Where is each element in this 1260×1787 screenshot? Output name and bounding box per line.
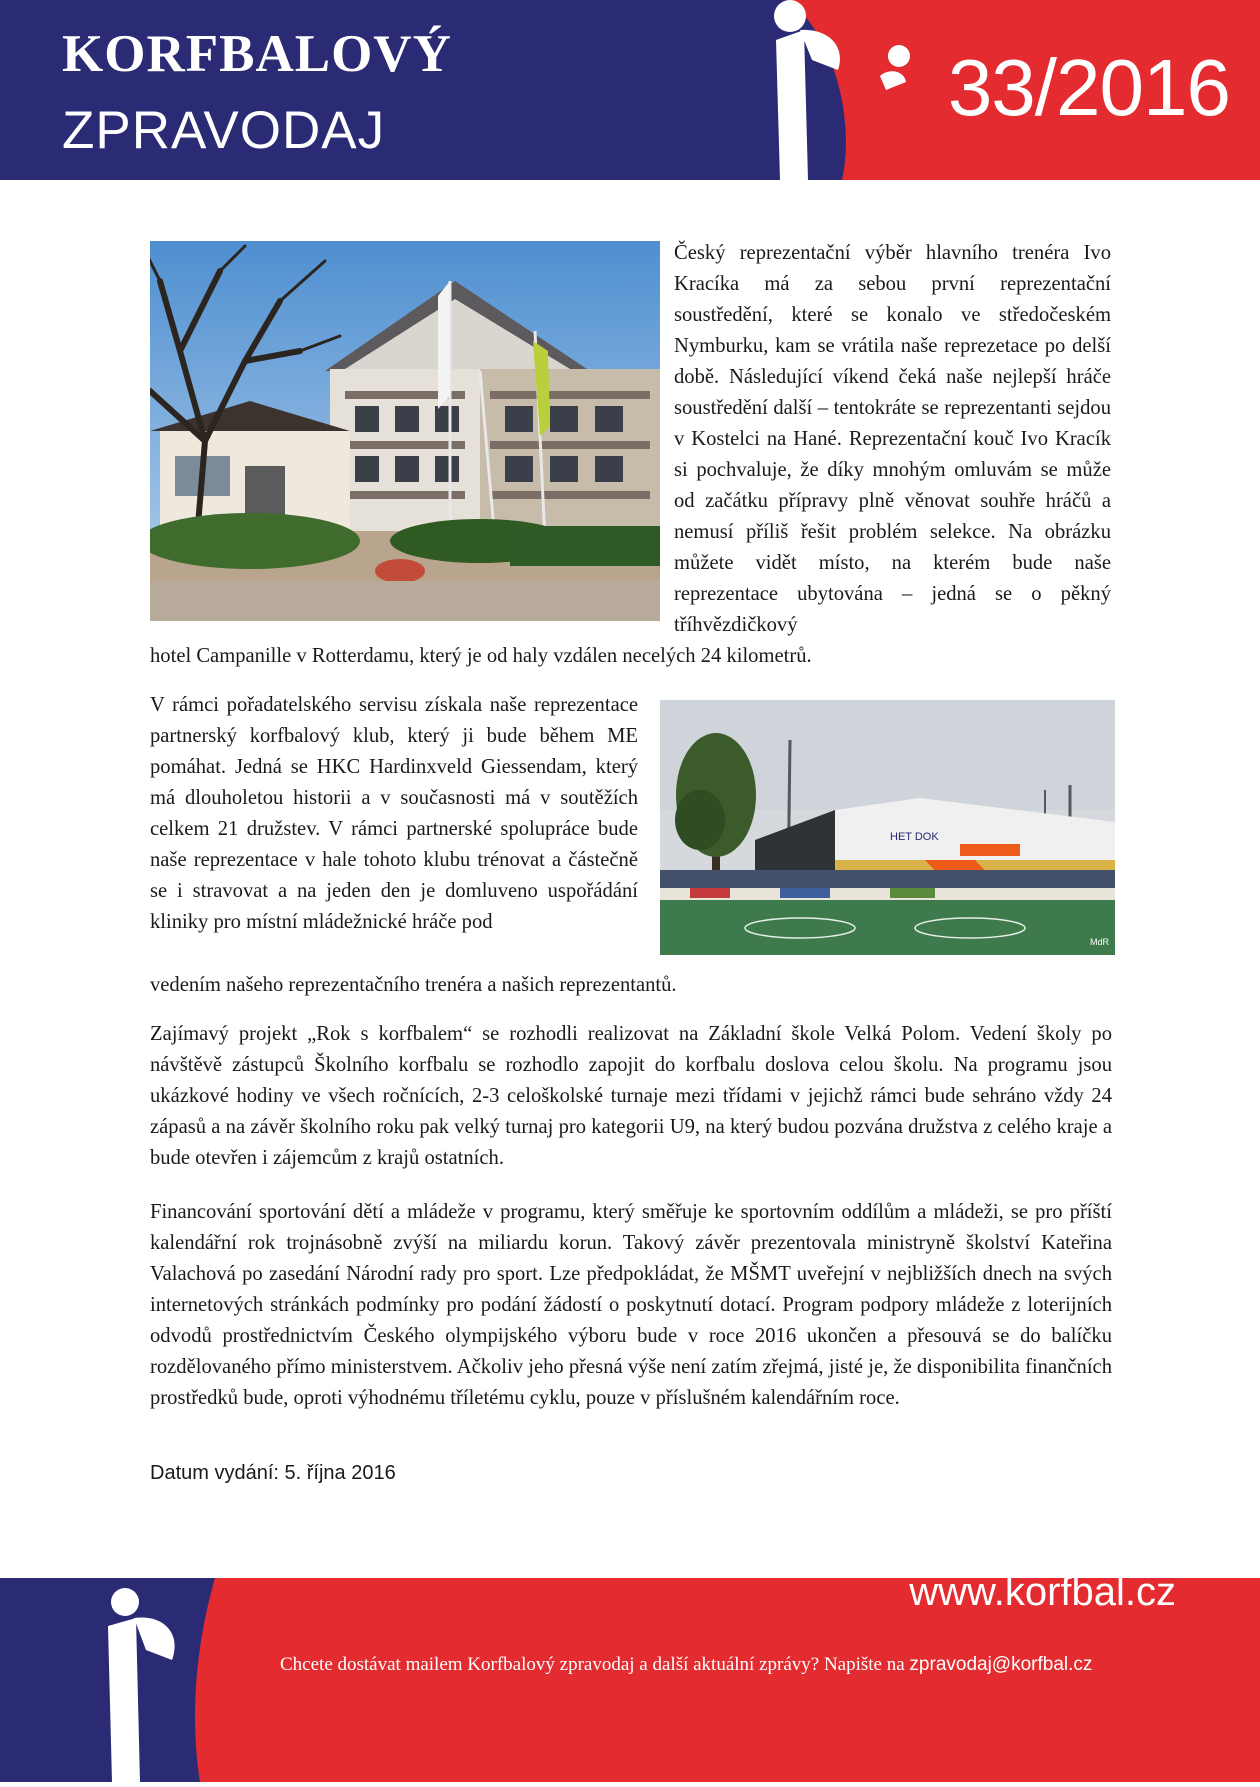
issue-number: 33/2016 [947, 43, 1230, 132]
article-2-paragraph-end: vedením našeho reprezentačního trenéra a našich reprezentantů. [150, 974, 677, 996]
article-2-paragraph: V rámci pořadatelského servisu získala naše reprezentace partnerský korfbalový klub, který ji bude během ME pomáhat. Jedná se HKC Hardinxveld Giessendam, který má dlouholetou historii a v současnosti má v soutěžích celkem 21 družstev. V rámci partnerské spolupráce bude naše reprezentace v hale tohoto klubu trénovat a částečně se i stravovat a na jeden den je domluveno uspořádání kliniky pro místní mládežnické hráče pod [150, 694, 638, 933]
article-2-text [150, 690, 638, 938]
subscribe-callout [280, 1654, 1092, 1676]
article-4-text [150, 1197, 1112, 1414]
article-3-paragraph: Zajímavý projekt „Rok s korfbalem“ se rozhodli realizovat na Základní škole Velká Polom. Vedení školy po návštěvě zástupců Školního korfbalu se rozhodlo zapojit do korfbalu doslova celou školu. Na programu jsou ukázkové hodiny ve všech ročnících, 2-3 celoškolské turnaje mezi třídami v jejichž rámci bude sehráno vždy 24 zápasů a na závěr školního roku pak velký turnaj pro kategorii U9, na který budou pozvána družstva z celého kraje a bude otevřen i zájemcům z krajů ostatních. [150, 1023, 1112, 1169]
article-1-text [674, 238, 1111, 641]
hotel-photo [150, 241, 660, 621]
subscribe-text: Chcete dostávat mailem Korfbalový zpravodaj a další aktuální zprávy? Napište na [280, 1654, 905, 1675]
article-1-paragraph: Český reprezentační výběr hlavního trenéra Ivo Kracíka má za sebou první reprezentační soustředění, které se konalo ve středočeském Nymburku, kam se vrátila naše reprezetace po delší době. Následující víkend čeká naše nejlepší hráče soustředění další – tentokráte se reprezentanti sejdou v Kostelci na Hané. Reprezentační kouč Ivo Kracík si pochvaluje, že díky mnohým omluvám se může od začátku přípravy plně věnovat souhře hráčů a nemusí příliš řešit problém selekce. Na obrázku můžete vidět místo, na kterém bude naše reprezentace ubytována – jedná se o pěkný tříhvězdičkový [674, 242, 1111, 636]
article-1-paragraph-end: hotel Campanille v Rotterdamu, který je od haly vzdálen necelých 24 kilometrů. [150, 645, 812, 667]
article-3-text [150, 1019, 1112, 1174]
article-2-text-continued [150, 970, 770, 1001]
article-4-paragraph: Financování sportování dětí a mládeže v programu, který směřuje ke sportovním oddílům a mládeži, se pro příští kalendářní rok trojnásobně zvýší na miliardu korun. Takový závěr prezentovala ministryně školství Kateřina Valachová po zasedání Národní rady pro sport. Lze předpokládat, že MŠMT uveřejní v nejbližších dnech na svých internetových stránkách podmínky pro podání žádostí o poskytnutí dotací. Program podpory mládeže z loterijních odvodů prostřednictvím Českého olympijského výboru bude v roce 2016 ukončen a přesouvá se do balíčku rozdělovaného přímo ministerstvem. Ačkoliv jeho přesná výše není zatím zřejmá, jisté je, že disponibilita finančních prostředků bude, oproti výhodnému tříletému cyklu, pouze v příslušném kalendářním roce. [150, 1201, 1112, 1409]
website-link[interactable]: www.korfbal.cz [909, 1570, 1176, 1614]
issue-date: Datum vydání: 5. října 2016 [150, 1462, 396, 1484]
article-1-text-continued [150, 641, 1050, 672]
newsletter-subtitle: ZPRAVODAJ [62, 101, 386, 160]
photo-credit: MdR [1090, 937, 1110, 947]
header-banner [0, 0, 1260, 180]
email-link[interactable]: zpravodaj@korfbal.cz [909, 1654, 1093, 1675]
hall-sign: HET DOK [890, 831, 939, 843]
sports-hall-photo [660, 700, 1115, 955]
newsletter-title: KORFBALOVÝ [62, 25, 452, 83]
